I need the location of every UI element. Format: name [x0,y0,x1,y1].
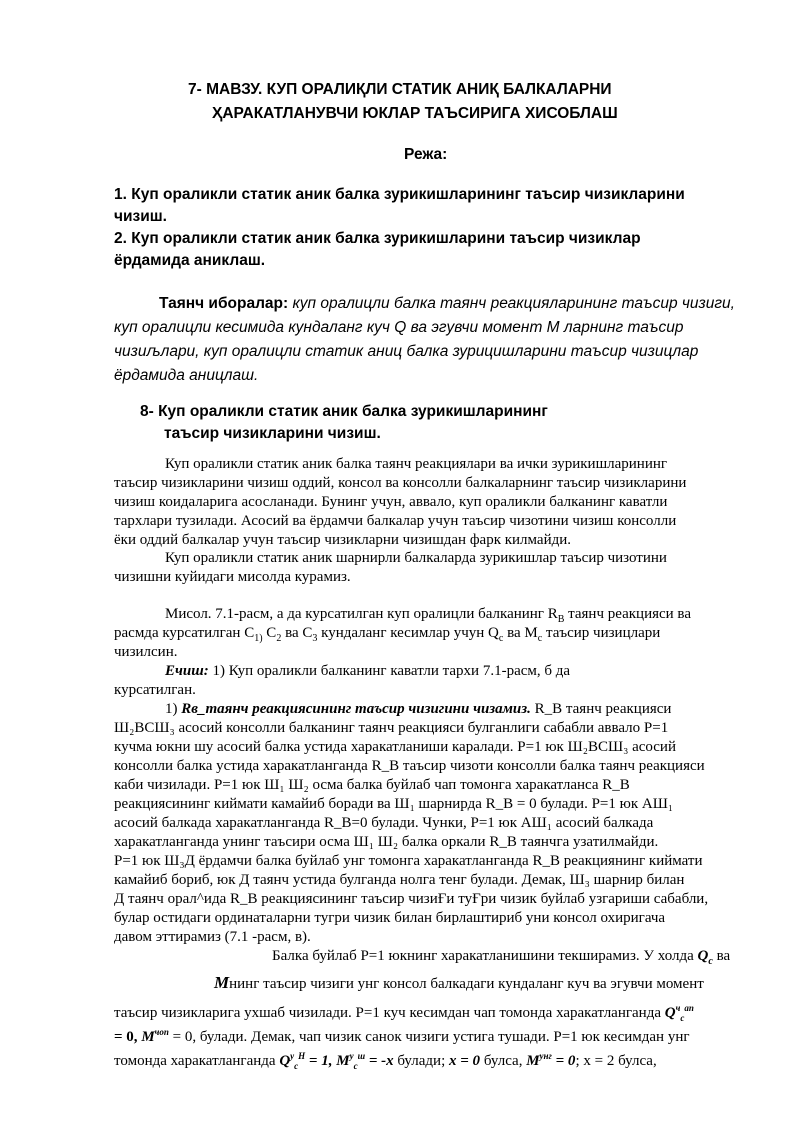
check-line-3: таъсир чизикларига ухшаб чизилади. Р=1 куч кесимдан чап томонда харакатланганда $Q^ч_c^{ап}$ [114,1003,694,1023]
solution-line-2: курсатилган. [114,682,196,698]
step1-line-4: консолли балка устида харакатланганда R_B таъсир чизоти консолли балка таянч реакцияси [114,758,705,774]
paragraph-1-line-5: ёки оддий балкалар учун таъсир чизикларни чизишдан фарк килмайди. [114,532,572,548]
example-line-1: Мисол. 7.1-расм, а да курсатилган куп оралицли балканинг $R_B$ таянч реакцияси ва [165,606,691,625]
step1-line-6: реакциясининг киймати камайиб боради ва Ш₁ шарнирда R_B = 0 булади. Р=1 юк АШ₁ [114,796,674,812]
solution-line-1: Ечиш: 1) Куп ораликли балканинг каватли тархи 7.1-расм, б да [165,663,571,679]
check-line-2: Mнинг таъсир чизиги унг консол балкадаги кундаланг куч ва эгувчи момент [214,973,704,992]
plan-item-2-line-2: ёрдамида аниклаш. [114,252,266,269]
solution-label: Ечиш: [165,663,209,679]
paragraph-1-line-1: Куп ораликли статик аник балка таянч реакциялари ва ички зурикишларининг [165,456,668,472]
title-line-2: ҲАРАКАТЛАНУВЧИ ЮКЛАР ТАЪСИРИГА ХИСОБЛАШ [212,105,618,122]
paragraph-1-line-4: тархлари тузилади. Асосий ва ёрдамчи балкалар учун таъсир чизотини чизиш консолли [114,513,677,529]
plan-list [114,184,774,272]
step1-line-1: 1) Rв_таянч реакциясининг таъсир чизигини чизамиз. R_B таянч реакцияси [165,701,672,717]
section-heading-line-2: таъсир чизикларини чизиш. [164,425,381,442]
paragraph-2-line-1: Куп ораликли статик аник шарнирли балкаларда зурикишлар таъсир чизотини [165,550,667,566]
example-line-3: чизилсин. [114,644,178,660]
keywords-line-2: куп оралицли кесимида кундаланг куч Q ва эгувчи момент M ларнинг таъсир [114,319,684,336]
plan-item-1-line-2: чизиш. [114,208,167,225]
check-line-4: = 0, $M^{чоп} = 0$, булади. Демак, чап чизик санок чизиги устига тушади. Р=1 юк кесимдан унг [114,1027,690,1045]
plan-item-2-line-1: 2. Куп ораликли статик аник балка зурикишларини таъсир чизиклар [114,230,641,247]
step1-line-8: харакатланганда унинг таъсири осма Ш₁ Ш₂ балка оркали R_B таянчга узатилмайди. [114,834,659,850]
plan-heading: Режа: [404,146,448,163]
keywords-line-1: куп оралицли балка таянч реакцияларининг таъсир чизиги, [288,295,735,312]
keywords-line-3: чизиљлари, куп оралицли статик аниц балка зурицишларини таъсир чизицлар [114,343,699,360]
step1-line-12: булар остидаги ординаталарни тугри чизик билан бирлаштириб уни консол охиригача [114,910,666,926]
keywords-line-4: ёрдамида аницлаш. [114,367,259,384]
paragraph-1-line-2: таъсир чизикларини чизиш оддий, консол ва консолли балкаларнинг таъсир чизикларини [114,475,687,491]
step1-line-9: Р=1 юк Ш₃Д ёрдамчи балка буйлаб унг томонга харакатланганда R_B реакциянинг киймати [114,853,703,869]
plan-item-1-line-1: 1. Куп ораликли статик аник балка зурикишларининг таъсир чизикларини [114,186,685,203]
keywords-block [114,292,774,388]
title-line-1: 7- МАВЗУ. КУП ОРАЛИҚЛИ СТАТИК АНИҚ БАЛКАЛАРНИ [188,81,612,98]
step1-title: Rв_таянч реакциясининг таъсир чизигини чизамиз. [181,701,531,717]
step1-line-2: Ш₂ВСШ₃ асосий консолли балканинг таянч реакцияси булганлиги сабабли аввало Р=1 [114,720,669,736]
step1-line-7: асосий балкада харакатланганда R_B=0 булади. Чунки, Р=1 юк АШ₁ асосий балкада [114,815,654,831]
keywords-label: Таянч иборалар: [159,295,289,312]
check-line-1: Балка буйлаб Р=1 юкнинг харакатланишини текширамиз. У холда $Q_c$ ва [272,948,731,967]
step1-line-10: камайиб бориб, юк Д таянч устида булганда нолга тенг булади. Демак, Ш₃ шарнир билан [114,872,685,888]
step1-line-11: Д таянч орал^ида R_B реакциясининг таъсир чизиҒи туҒри чизик буйлаб узгариши сабабли, [114,891,709,907]
step1-line-3: кучма юкни шу асосий балка устида харакатланиши каралади. Р=1 юк Ш₂ВСШ₃ асосий [114,739,676,755]
paragraph-1-line-3: чизиш коидаларига асосланади. Бунинг учун, аввало, куп ораликли балканинг каватли [114,494,668,510]
step1-line-13: давом эттирамиз (7.1 -расм, в). [114,929,311,945]
paragraph-2-line-2: чизишни куйидаги мисолда курамиз. [114,569,351,585]
section-heading [140,401,548,445]
section-heading-line-1: 8- Куп ораликли статик аник балка зурикишларининг [140,403,548,420]
check-line-5: томонда харакатланганда $Q^у_c^Н = 1$, $M^у_c^ш = -x$ булади; x = 0 булса, $M^{унг} = 0$; x = 2 булса, [114,1051,657,1071]
step1-line-5: каби чизилади. Р=1 юк Ш₁ Ш₂ осма балка буйлаб чап томонга харакатланса R_B [114,777,630,793]
example-line-2: расмда курсатилган $С_{1)}$ $С_2$ ва $С_3$ кундаланг кесимлар учун $Q_c$ ва $М_c$ таъсир чизицлари [114,625,661,644]
